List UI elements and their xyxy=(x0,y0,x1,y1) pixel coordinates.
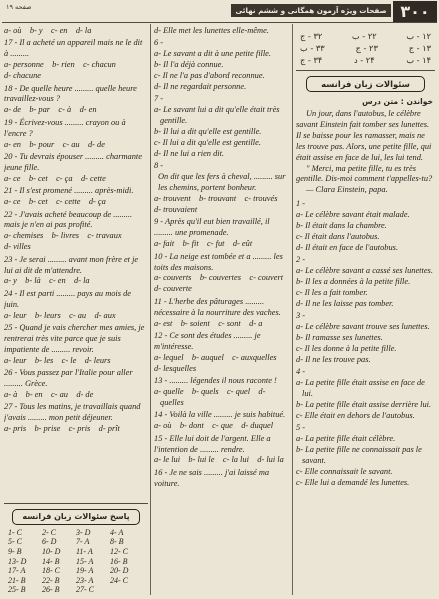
answer-option: d- Il ne les laisse pas tomber. xyxy=(296,298,394,308)
answers-grid xyxy=(4,528,148,595)
question xyxy=(296,311,435,366)
answer-cell: 18- C xyxy=(42,566,60,576)
answer-option: a- est b- soient c- sont d- a xyxy=(154,318,263,328)
answer-cell: 12- C xyxy=(110,547,128,557)
question-stem: 6 - xyxy=(154,38,164,48)
answer-option: d- Il ne lui a rien dit. xyxy=(154,148,225,158)
answer-option: a- Le savant a dit à une petite fille. xyxy=(154,49,271,59)
header-rule xyxy=(2,22,437,23)
question-stem: 16 - Je ne sais ......... j'ai laissé ma voiture. xyxy=(154,467,272,488)
answer-option: a- chemises b- livres c- travaux xyxy=(4,231,122,241)
answers-row xyxy=(4,528,148,538)
answer-cell: 22- B xyxy=(42,575,60,585)
question xyxy=(4,323,148,367)
answer-option: a- ce b- cet c- ça d- cette xyxy=(4,173,106,183)
question xyxy=(4,255,148,288)
answer-key-row xyxy=(296,54,435,66)
answer-cell: 19- A xyxy=(76,566,94,576)
answer-option: a- Le célèbre savant a cassé ses lunettes. xyxy=(296,266,433,276)
answer-option: d- trouvaient xyxy=(154,205,198,214)
answer-option: b- Il les a données à la petite fille. xyxy=(296,277,411,287)
answer-key-cell: ۲۴ - د xyxy=(353,55,375,65)
question-stem: 17 - Il a acheté un appareil mais ne le dit à ......... xyxy=(4,38,145,59)
answer-option: a- fait b- fit c- fut d- eût xyxy=(154,239,253,249)
answer-option: c- Elle lui a demandé les lunettes. xyxy=(296,477,410,487)
answers-row xyxy=(4,585,148,595)
answer-key-row xyxy=(296,42,435,54)
answers-row xyxy=(4,557,148,567)
answer-option: a- de b- par c- à d- en xyxy=(4,105,97,115)
answer-key-cell: ۱۳ - ج xyxy=(408,43,431,53)
question-stem: 22 - J'avais acheté beaucoup de ......... mais je n'en ai pas profité. xyxy=(4,209,135,230)
question xyxy=(4,118,148,151)
question xyxy=(154,297,290,330)
answer-option: d- Elle met les lunettes elle-même. xyxy=(154,26,269,35)
column-divider xyxy=(150,24,151,595)
answers-row xyxy=(4,537,148,547)
answer-key-cell: ۳۲ - ج xyxy=(300,31,323,41)
answer-option: d- Il ne regardait personne. xyxy=(154,82,247,92)
answer-option: a- où b- dont c- que d- duquel xyxy=(154,421,274,431)
answer-option: a- le lui b- lui le c- la lui d- lui la xyxy=(154,455,284,465)
answer-option: d- lesquelles xyxy=(154,363,197,373)
question-stem: 11 - L'herbe des pâturages ......... nécessaire à la nourriture des vaches. xyxy=(154,296,281,317)
answer-key-cell: ۱۴ - ب xyxy=(406,55,431,65)
middle-column xyxy=(154,26,290,595)
answers-row xyxy=(4,566,148,576)
answer-cell: 25- B xyxy=(8,585,26,595)
question xyxy=(296,199,435,254)
answer-option: a- personne b- rien c- chacun xyxy=(4,60,116,70)
answer-cell: 8- B xyxy=(110,537,124,547)
answers-title-box: پاسخ سئوالات زبان فرانسه xyxy=(12,509,140,525)
question-stem: 18 - De quelle heure ......... quelle heure travaillez-vous ? xyxy=(4,83,139,104)
question xyxy=(4,38,148,82)
answer-option: c- Il ne l'a pas d'abord reconnue. xyxy=(154,71,265,81)
question-stem: 24 - Il est parti ......... pays au mois de juin. xyxy=(4,288,134,309)
answer-cell: 3- D xyxy=(76,527,91,537)
question xyxy=(4,368,148,401)
answer-cell: 24- C xyxy=(110,575,128,585)
answer-option: a- Le célèbre savant trouve ses lunettes. xyxy=(296,322,430,332)
answer-cell: 7- A xyxy=(76,537,90,547)
answer-cell: 6- D xyxy=(42,537,57,547)
question-stem: 5 - xyxy=(296,423,306,433)
answer-option: a- quelle b- quels c- quel d- quelles xyxy=(154,387,268,407)
question-list xyxy=(296,199,435,489)
question-list xyxy=(154,26,290,490)
answer-option: d- chacune xyxy=(4,71,41,81)
right-column xyxy=(296,26,435,595)
answer-option: b- Il l'a déjà connue. xyxy=(154,60,224,70)
question xyxy=(4,186,148,208)
answer-cell: 9- B xyxy=(8,547,22,557)
answer-option: b- Il était dans la chambre. xyxy=(296,221,387,231)
question-prompt: On dit que les fers à cheval, ......... sur les chemins, portent bonheur. xyxy=(158,172,288,193)
answer-cell: 4- A xyxy=(110,527,124,537)
answer-key-cell: ۲۳ - ج xyxy=(355,43,378,53)
answer-option: c- Il les donne à la petite fille. xyxy=(296,344,397,354)
answer-option: a- ce b- cet c- cette d- ça xyxy=(4,197,106,207)
question-stem: 19 - Écrivez-vous ......... crayon ou à l'encre ? xyxy=(4,117,128,138)
answer-cell: 17- A xyxy=(8,566,26,576)
question xyxy=(154,38,290,93)
question-stem: 7 - xyxy=(154,94,164,104)
answer-option: b- Il lui a dit qu'elle est gentille. xyxy=(154,127,262,137)
question-stem: 23 - Je serai ......... avant mon frère et je lui ai dit de m'attendre. xyxy=(4,254,141,275)
answer-option: a- y b- là c- en d- la xyxy=(4,276,90,286)
reading-label: خواندن : متن درس xyxy=(362,97,433,106)
reading-passage xyxy=(296,109,435,196)
answer-option: a- pris b- prise c- pris d- prît xyxy=(4,424,120,434)
answer-cell: 26- B xyxy=(42,585,60,595)
question-stem: 9 - Après qu'il eut bien travaillé, il ......... une promenade. xyxy=(154,217,272,238)
answer-key-cell: ۱۲ - ب xyxy=(406,31,431,41)
question xyxy=(154,331,290,375)
answer-option: a- où b- y c- en d- la xyxy=(4,26,92,35)
answer-option: d- Il ne les trouve pas. xyxy=(296,354,371,364)
question xyxy=(154,434,290,467)
question-stem: 25 - Quand je vais chercher mes amies, je rentrerai très vite parce que je suis impatiente de ......... revoir. xyxy=(4,323,147,354)
question xyxy=(296,423,435,488)
question xyxy=(4,210,148,254)
answer-cell: 5- C xyxy=(8,537,22,547)
question-stem: 12 - Ce sont des études ......... je m'intéresse. xyxy=(154,330,263,351)
question xyxy=(154,94,290,159)
section-title-box: سئوالات زبان فرانسه xyxy=(306,76,425,92)
answer-cell: 16- B xyxy=(110,556,128,566)
left-column xyxy=(4,26,148,595)
answer-option: a- trouvent b- trouvant c- trouvés xyxy=(154,194,278,204)
answer-cell: 20- D xyxy=(110,566,129,576)
question-stem: 15 - Elle lui doit de l'argent. Elle a l'intention de ......... rendre. xyxy=(154,433,273,454)
answer-option: b- Il ramasse ses lunettes. xyxy=(296,333,383,343)
question-stem: 21 - Il s'est promené ......... après-midi. xyxy=(4,186,134,196)
answer-cell: 13- D xyxy=(8,556,27,566)
answer-cell: 11- A xyxy=(76,547,93,557)
answer-option: a- couverts b- couvertes c- couvert xyxy=(154,273,284,283)
answer-cell: 1- C xyxy=(8,527,22,537)
answer-option: d- couverte xyxy=(154,284,192,294)
question-list xyxy=(4,26,148,503)
question xyxy=(296,367,435,422)
column-divider xyxy=(292,24,293,595)
question-stem: 2 - xyxy=(296,255,306,265)
question xyxy=(154,26,290,37)
answer-option: a- leur b- leurs c- au d- aux xyxy=(4,310,116,320)
answer-cell: 27- C xyxy=(76,585,94,595)
question xyxy=(154,252,290,296)
answers-row xyxy=(4,576,148,586)
question xyxy=(296,255,435,310)
answer-option: b- La petite fille ne connaissait pas le savant. xyxy=(296,445,424,466)
answer-option: c- Elle était en dehors de l'autobus. xyxy=(296,410,415,420)
question-stem: 8 - xyxy=(154,161,164,171)
answer-key-cell: ۳۴ - ج xyxy=(300,55,323,65)
answer-key-row xyxy=(296,30,435,42)
answers-row xyxy=(4,547,148,557)
answer-option: a- leur b- les c- le d- leurs xyxy=(4,355,111,365)
answer-option: a- lequel b- auquel c- auxquelles xyxy=(154,352,277,362)
page-header-title: صفحات ویژه آزمون همگانی و ششم نهائی xyxy=(231,4,391,17)
question-stem: 4 - xyxy=(296,367,306,377)
answers-section xyxy=(4,503,148,595)
answer-option: d- Il était en face de l'autobus. xyxy=(296,242,399,252)
answer-option: c- Il était dans l'autobus. xyxy=(296,231,380,241)
answer-option: c- Elle connaissait le savant. xyxy=(296,467,393,476)
question xyxy=(154,468,290,490)
question-stem: 26 - Vous passez par l'Italie pour aller ......... Grèce. xyxy=(4,368,135,389)
question-stem: 14 - Voilà la ville ......... je suis habitué. xyxy=(154,410,286,420)
answer-key-grid xyxy=(296,26,435,71)
answer-cell: 21- B xyxy=(8,575,26,585)
answer-cell: 10- D xyxy=(42,547,61,557)
answer-option: a- La petite fille était célèbre. xyxy=(296,434,396,444)
question xyxy=(4,402,148,435)
question xyxy=(4,152,148,185)
answer-option: a- à b- en c- au d- de xyxy=(4,390,94,399)
answer-cell: 2- C xyxy=(42,527,56,537)
passage-paragraph: — Clara Einstein, papa. xyxy=(306,185,388,195)
question xyxy=(4,26,148,37)
question-stem: 1 - xyxy=(296,199,306,209)
question-stem: 20 - Tu devrais épouser ......... charmante jeune fille. xyxy=(4,151,145,172)
answer-cell: 14- B xyxy=(42,556,60,566)
answer-option: a- Le savant lui a dit qu'elle était très gentille. xyxy=(154,105,282,126)
passage-paragraph: Un jour, dans l'autobus, le célèbre savant Einstein fait tomber ses lunettes. Il se baisse pour les ramasser, mais ne les trouve pas. Alors, une petite fille, qui était assise en face de lui, les lui tend. xyxy=(296,109,432,162)
answer-option: a- en b- pour c- au d- de xyxy=(4,139,105,149)
question xyxy=(154,376,290,409)
answer-option: c- Il lui a dit qu'elle est gentille. xyxy=(154,138,261,148)
page-side-label: صفحه ۱۹ xyxy=(6,3,32,11)
answer-option: a- Le célèbre savant était malade. xyxy=(296,210,410,220)
answer-option: c- Il les a fait tomber. xyxy=(296,288,368,297)
question xyxy=(4,289,148,322)
answer-option: a- La petite fille était assise en face de lui. xyxy=(296,378,427,399)
answer-cell: 23- A xyxy=(76,575,94,585)
question xyxy=(4,84,148,117)
question-stem: 27 - Tous les matins, je travaillais quand j'avais ......... mon petit déjeuner. xyxy=(4,402,143,423)
question xyxy=(154,217,290,250)
answer-key-cell: ۳۳ - ب xyxy=(300,43,325,53)
answer-option: d- villes xyxy=(4,242,31,252)
answer-cell: 15- A xyxy=(76,556,94,566)
passage-paragraph: " Merci, ma petite fille, tu es très gentille. Dis-moi comment t'appelles-tu? xyxy=(296,163,433,184)
question xyxy=(154,161,290,216)
question xyxy=(154,410,290,432)
question-stem: 3 - xyxy=(296,311,306,321)
answer-option: b- La petite fille était assise derrière lui. xyxy=(296,400,432,410)
question-stem: 13 - ......... légendes il nous raconte ! xyxy=(154,376,277,386)
answer-key-cell: ۲۲ - ب xyxy=(351,31,377,41)
question-stem: 10 - La neige est tombée et a ......... les toits des maisons. xyxy=(154,251,285,272)
page-number: ۳۰۰ xyxy=(393,1,437,22)
